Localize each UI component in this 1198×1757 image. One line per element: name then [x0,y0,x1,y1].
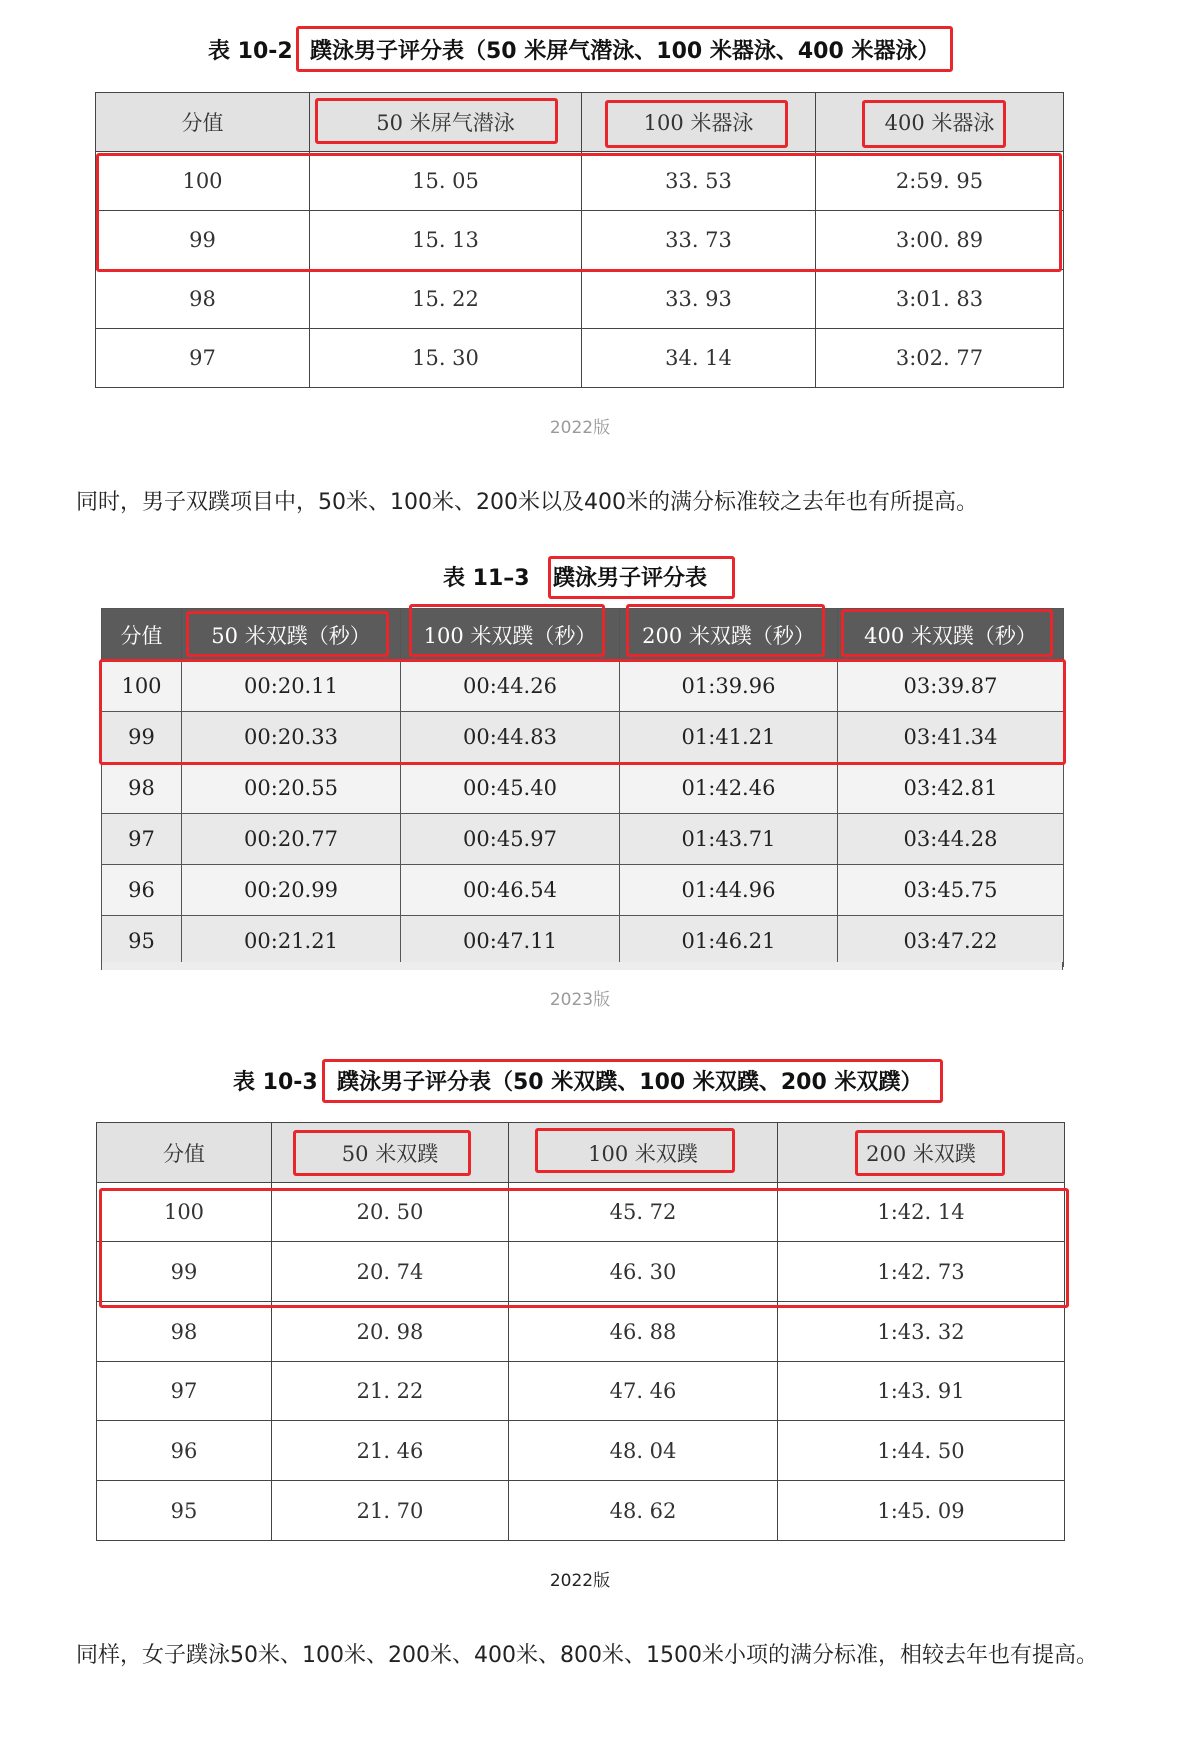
table2-cell: 01:46.21 [620,916,838,967]
table2-cell: 00:20.11 [182,661,401,712]
table2 [101,608,1064,967]
table3-caption: 2022版 [549,1571,611,1591]
table3-header-col1: 50 米双蹼 [272,1123,509,1183]
table1-cell: 3:02. 77 [816,329,1064,388]
table3-cell: 48. 62 [509,1481,778,1541]
table1-label: 表 10-2 [208,39,293,64]
table2-cell: 98 [102,763,182,814]
paragraph-2: 同样，女子蹼泳50米、100米、200米、400米、800米、1500米小项的满分标准，相较去年也有提高。 [76,1643,1098,1668]
table2-cell: 00:21.21 [182,916,401,967]
table-row [102,712,1064,763]
table1-header-col2: 100 米器泳 [582,93,816,152]
table2-cell: 96 [102,865,182,916]
table2-cell: 01:43.71 [620,814,838,865]
table2-cell: 01:44.96 [620,865,838,916]
table-row [96,152,1064,211]
table1 [95,92,1064,388]
table2-cell: 00:20.55 [182,763,401,814]
table2-cell: 00:45.97 [401,814,620,865]
table-row [97,1302,1065,1362]
table1-cell: 33. 73 [582,211,816,270]
table2-cell: 00:20.33 [182,712,401,763]
table2-cell: 00:44.83 [401,712,620,763]
table2-cell: 97 [102,814,182,865]
table-row [97,1421,1065,1481]
table1-header-col3: 400 米器泳 [816,93,1064,152]
table3-cell: 48. 04 [509,1421,778,1481]
table3-cell: 98 [97,1302,272,1362]
table1-cell: 15. 13 [310,211,582,270]
table2-header-col2: 100 米双蹼（秒） [401,609,620,661]
table3-cell: 1:43. 32 [778,1302,1065,1362]
table2-caption: 2023版 [549,990,611,1010]
table-row [102,661,1064,712]
table2-cell: 00:20.77 [182,814,401,865]
table1-cell: 2:59. 95 [816,152,1064,211]
table2-cell: 01:41.21 [620,712,838,763]
table3-cell: 47. 46 [509,1362,778,1421]
table3-cell: 1:43. 91 [778,1362,1065,1421]
table2-cell: 01:39.96 [620,661,838,712]
table2-header-col4: 400 米双蹼（秒） [838,609,1064,661]
table2-cutoff-row [101,962,1063,970]
table1-cell: 15. 30 [310,329,582,388]
table2-header-col3: 200 米双蹼（秒） [620,609,838,661]
table3-cell: 1:45. 09 [778,1481,1065,1541]
table-row [102,916,1064,967]
table3-header-score: 分值 [97,1123,272,1183]
table-row [102,814,1064,865]
table3-cell: 20. 98 [272,1302,509,1362]
table1-cell: 98 [96,270,310,329]
table-row [96,270,1064,329]
table-row [97,1362,1065,1421]
paragraph-1: 同时，男子双蹼项目中，50米、100米、200米以及400米的满分标准较之去年也有所提高。 [76,490,978,515]
table1-cell: 100 [96,152,310,211]
table1-header-col1: 50 米屏气潜泳 [310,93,582,152]
table2-cell: 01:42.46 [620,763,838,814]
table2-cell: 00:44.26 [401,661,620,712]
table3-cell: 99 [97,1242,272,1302]
table3-cell: 1:42. 73 [778,1242,1065,1302]
table3-cell: 46. 88 [509,1302,778,1362]
table2-cell: 00:20.99 [182,865,401,916]
table3-cell: 96 [97,1421,272,1481]
table-row [96,211,1064,270]
table3-cell: 45. 72 [509,1183,778,1242]
table-row [97,1481,1065,1541]
table2-cell: 03:39.87 [838,661,1064,712]
table1-cell: 97 [96,329,310,388]
table2-cell: 03:41.34 [838,712,1064,763]
table1-cell: 33. 53 [582,152,816,211]
table-row [96,329,1064,388]
table3-cell: 1:42. 14 [778,1183,1065,1242]
table1-cell: 34. 14 [582,329,816,388]
table-row [97,1183,1065,1242]
table3-cell: 97 [97,1362,272,1421]
table2-cell: 00:46.54 [401,865,620,916]
table1-cell: 3:00. 89 [816,211,1064,270]
table3-label: 表 10-3 [233,1070,318,1095]
table2-cell: 100 [102,661,182,712]
table3-cell: 20. 50 [272,1183,509,1242]
table1-cell: 15. 05 [310,152,582,211]
table1-cell: 99 [96,211,310,270]
table3-header-col3: 200 米双蹼 [778,1123,1065,1183]
table2-cell: 00:47.11 [401,916,620,967]
table3-cell: 100 [97,1183,272,1242]
table3-cell: 1:44. 50 [778,1421,1065,1481]
table3-header-col2: 100 米双蹼 [509,1123,778,1183]
table2-cell: 03:42.81 [838,763,1064,814]
table3-cell: 20. 74 [272,1242,509,1302]
table3-cell: 21. 22 [272,1362,509,1421]
table3-cell: 21. 46 [272,1421,509,1481]
table3-cell: 95 [97,1481,272,1541]
table2-label: 表 11–3 [443,566,530,591]
table2-cell: 03:47.22 [838,916,1064,967]
table2-header-score: 分值 [102,609,182,661]
table1-cell: 15. 22 [310,270,582,329]
table2-cell: 99 [102,712,182,763]
table2-cell: 03:45.75 [838,865,1064,916]
table-row [102,763,1064,814]
table1-caption: 2022版 [549,418,611,438]
table3 [96,1122,1065,1541]
table2-title: 蹼泳男子评分表 [553,566,708,591]
table2-cell: 00:45.40 [401,763,620,814]
table3-cell: 46. 30 [509,1242,778,1302]
table2-cell: 95 [102,916,182,967]
table1-title: 蹼泳男子评分表（50 米屏气潜泳、100 米器泳、400 米器泳） [310,39,940,64]
table1-cell: 3:01. 83 [816,270,1064,329]
table1-header-score: 分值 [96,93,310,152]
table-row [102,865,1064,916]
table-row [97,1242,1065,1302]
table3-title: 蹼泳男子评分表（50 米双蹼、100 米双蹼、200 米双蹼） [337,1070,923,1095]
table2-cell: 03:44.28 [838,814,1064,865]
table2-header-col1: 50 米双蹼（秒） [182,609,401,661]
table1-cell: 33. 93 [582,270,816,329]
table3-cell: 21. 70 [272,1481,509,1541]
